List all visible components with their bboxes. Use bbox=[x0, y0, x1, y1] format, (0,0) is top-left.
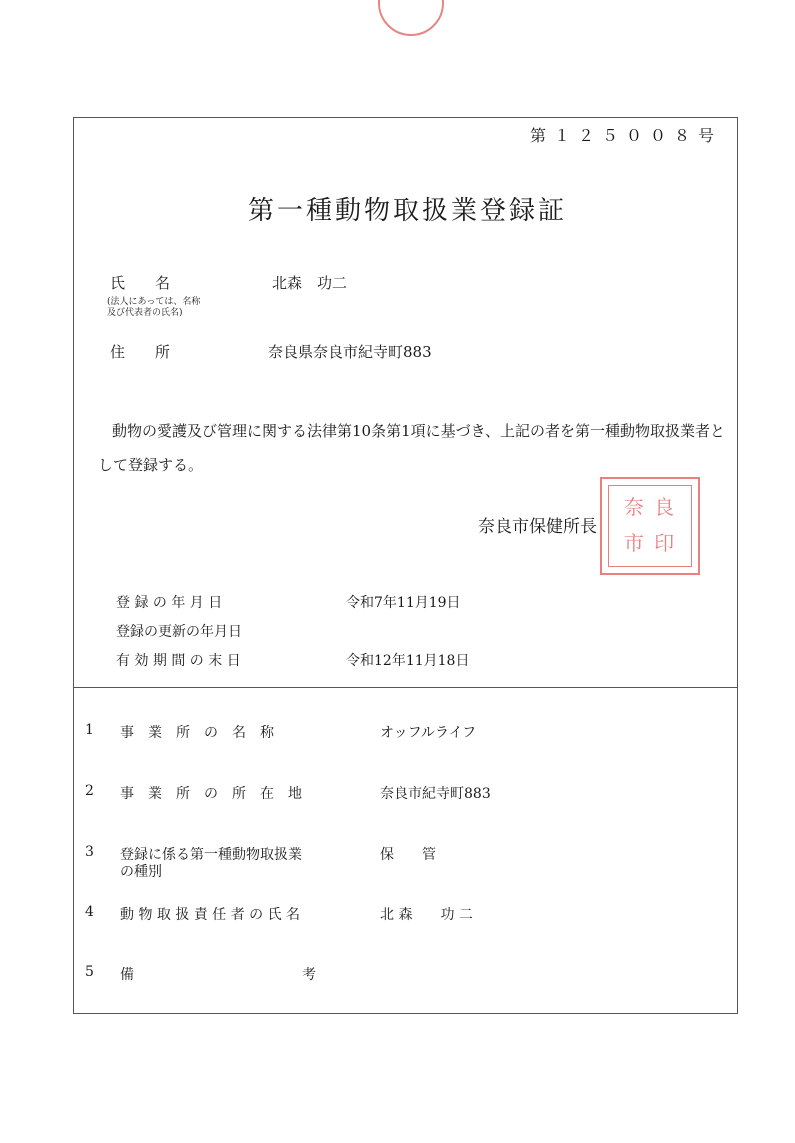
registration-date-value: 令和7年11月19日 bbox=[346, 595, 461, 611]
item-label-business-name: 事 業 所 の 名 称 bbox=[120, 725, 274, 741]
expiry-date-value: 令和12年11月18日 bbox=[346, 653, 470, 669]
item-number: 4 bbox=[85, 904, 94, 920]
item-label-business-type-cont: の種別 bbox=[120, 864, 162, 880]
item-number: 1 bbox=[85, 722, 94, 738]
item-label-business-type: 登録に係る第一種動物取扱業 bbox=[120, 847, 302, 863]
registration-date-label: 登 録 の 年 月 日 bbox=[116, 595, 223, 611]
renewal-date-label: 登録の更新の年月日 bbox=[116, 624, 242, 640]
item-value-business-type: 保 管 bbox=[380, 847, 436, 863]
top-seal-stamp bbox=[378, 0, 444, 36]
item-value-business-name: オッフルライフ bbox=[380, 725, 477, 741]
address-label: 住 所 bbox=[110, 343, 171, 361]
item-number: 5 bbox=[85, 964, 94, 980]
name-note-1: (法人にあっては、名称 bbox=[107, 297, 201, 307]
registration-statement: 動物の愛護及び管理に関する法律第10条第1項に基づき、上記の者を第一種動物取扱業者として登録する。 bbox=[98, 422, 726, 474]
registration-number: 第１２５００８号 bbox=[530, 126, 723, 145]
address-value: 奈良県奈良市紀寺町883 bbox=[268, 343, 432, 361]
item-value-business-address: 奈良市紀寺町883 bbox=[380, 786, 491, 802]
item-number: 2 bbox=[85, 783, 94, 799]
item-label-remarks: 備 考 bbox=[120, 967, 316, 983]
expiry-date-label: 有 効 期 間 の 末 日 bbox=[116, 653, 241, 669]
item-value-responsible-person: 北 森 功 二 bbox=[380, 907, 473, 923]
issuer-name: 奈良市保健所長 bbox=[478, 517, 597, 537]
certificate-title: 第一種動物取扱業登録証 bbox=[248, 196, 568, 226]
item-label-business-address: 事 業 所 の 所 在 地 bbox=[120, 786, 302, 802]
section-divider bbox=[73, 687, 738, 688]
official-seal-stamp: 奈 良 市 印 bbox=[600, 477, 700, 575]
name-label: 氏 名 bbox=[110, 274, 171, 292]
name-note-2: 及び代表者の氏名) bbox=[107, 308, 183, 318]
name-value: 北森 功二 bbox=[272, 274, 348, 292]
item-number: 3 bbox=[85, 844, 94, 860]
item-label-responsible-person: 動 物 取 扱 責 任 者 の 氏 名 bbox=[120, 907, 301, 923]
